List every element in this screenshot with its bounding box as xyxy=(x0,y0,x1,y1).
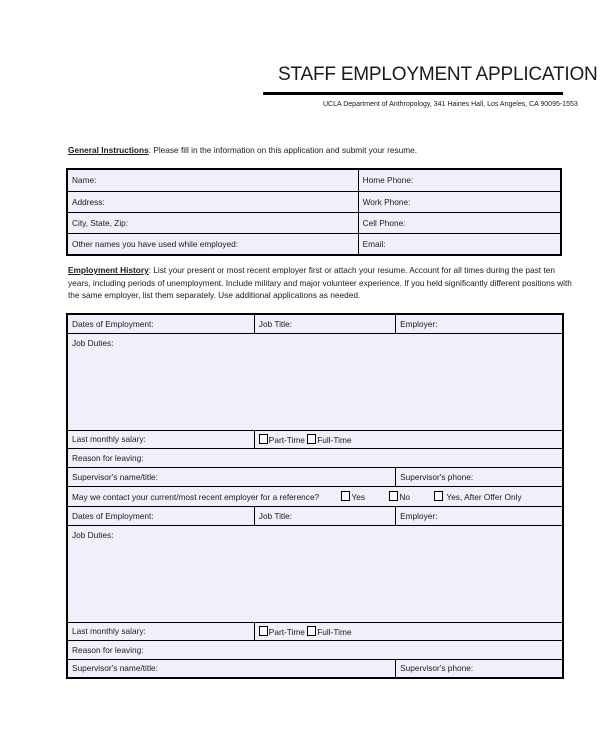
contact-question: May we contact your current/most recent employer for a reference? xyxy=(72,491,320,502)
supervisor-phone-1[interactable] xyxy=(396,467,563,486)
reason-label-1: Reason for leaving: xyxy=(72,452,144,463)
employment-history-line3: the same employer, list them separately. Use additional applications as needed. xyxy=(68,290,361,300)
employment-history-line2: years, including periods of unemployment. Include military and major volunteer experience. If you held significantly different positions with xyxy=(68,277,572,288)
reason-for-leaving-1[interactable] xyxy=(67,448,563,467)
supervisor-name-label-1: Supervisor's name/title: xyxy=(72,471,158,482)
job-duties-2[interactable] xyxy=(67,525,563,622)
employer-label-1: Employer: xyxy=(400,318,438,329)
cell-phone-label: Cell Phone: xyxy=(362,217,406,228)
full-time-label-1: Full-Time xyxy=(317,434,352,445)
employment-table xyxy=(66,313,564,679)
general-instructions-text: : Please fill in the information on this application and submit your resume. xyxy=(148,145,418,155)
employment-history-instructions xyxy=(68,264,572,302)
no-label: No xyxy=(399,491,410,502)
work-phone-field[interactable] xyxy=(358,191,561,212)
general-instructions xyxy=(68,144,417,157)
other-names-label: Other names you have used while employed: xyxy=(72,238,239,249)
full-time-checkbox-1[interactable] xyxy=(307,434,316,444)
work-phone-label: Work Phone: xyxy=(362,196,411,207)
department-address: UCLA Department of Anthropology, 341 Haines Hall, Los Angeles, CA 90095-1553 xyxy=(323,101,578,108)
general-instructions-heading: General Instructions xyxy=(68,145,149,155)
name-label: Name: xyxy=(72,175,97,186)
home-phone-label: Home Phone: xyxy=(362,175,414,186)
salary-1[interactable] xyxy=(67,430,254,448)
part-time-checkbox-1[interactable] xyxy=(259,434,268,444)
job-title-label-1: Job Title: xyxy=(258,318,293,329)
city-state-zip-label: City, State, Zip: xyxy=(72,217,129,228)
address-label: Address: xyxy=(72,196,105,207)
yes-after-offer-label: Yes, After Offer Only xyxy=(446,491,522,502)
employer-1[interactable] xyxy=(396,314,563,333)
salary-2[interactable] xyxy=(67,622,254,640)
employer-label-2: Employer: xyxy=(400,510,438,521)
work-type-2 xyxy=(254,622,563,640)
part-time-label-2: Part-Time xyxy=(268,626,305,637)
email-label: Email: xyxy=(362,238,386,249)
reason-label-2: Reason for leaving: xyxy=(72,644,144,655)
contact-reference-row xyxy=(67,486,563,506)
job-title-label-2: Job Title: xyxy=(258,510,293,521)
no-checkbox[interactable] xyxy=(389,491,398,501)
dates-label-2: Dates of Employment: xyxy=(72,510,154,521)
page-title: STAFF EMPLOYMENT APPLICATION xyxy=(278,64,598,85)
job-duties-label-2: Job Duties: xyxy=(72,529,114,540)
job-duties-1[interactable] xyxy=(67,333,563,430)
supervisor-name-1[interactable] xyxy=(67,467,396,486)
title-rule xyxy=(263,92,563,95)
home-phone-field[interactable] xyxy=(358,169,561,191)
supervisor-phone-2[interactable] xyxy=(396,659,563,678)
job-title-2[interactable] xyxy=(254,506,395,525)
personal-info-table xyxy=(66,168,562,256)
employer-2[interactable] xyxy=(396,506,563,525)
email-field[interactable] xyxy=(358,233,561,255)
full-time-label-2: Full-Time xyxy=(317,626,352,637)
employment-history-heading: Employment History xyxy=(68,265,149,275)
supervisor-phone-label-1: Supervisor's phone: xyxy=(400,471,474,482)
dates-of-employment-2[interactable] xyxy=(67,506,254,525)
supervisor-name-2[interactable] xyxy=(67,659,396,678)
city-state-zip-field[interactable] xyxy=(67,212,358,233)
job-title-1[interactable] xyxy=(254,314,395,333)
address-field[interactable] xyxy=(67,191,358,212)
employment-history-line1: : List your present or most recent employer first or attach your resume. Account for all times during the past ten xyxy=(148,265,555,275)
supervisor-phone-label-2: Supervisor's phone: xyxy=(400,663,474,674)
dates-of-employment-1[interactable] xyxy=(67,314,254,333)
full-time-checkbox-2[interactable] xyxy=(307,626,316,636)
reason-for-leaving-2[interactable] xyxy=(67,640,563,659)
job-duties-label-1: Job Duties: xyxy=(72,337,114,348)
supervisor-name-label-2: Supervisor's name/title: xyxy=(72,663,158,674)
other-names-field[interactable] xyxy=(67,233,358,255)
salary-label-1: Last monthly salary: xyxy=(72,434,146,444)
part-time-checkbox-2[interactable] xyxy=(259,626,268,636)
work-type-1 xyxy=(254,430,563,448)
yes-label: Yes xyxy=(351,491,366,502)
yes-checkbox[interactable] xyxy=(341,491,350,501)
cell-phone-field[interactable] xyxy=(358,212,561,233)
name-field[interactable] xyxy=(67,169,358,191)
salary-label-2: Last monthly salary: xyxy=(72,626,146,636)
dates-label-1: Dates of Employment: xyxy=(72,318,154,329)
yes-after-offer-checkbox[interactable] xyxy=(434,491,443,501)
part-time-label-1: Part-Time xyxy=(268,434,305,445)
